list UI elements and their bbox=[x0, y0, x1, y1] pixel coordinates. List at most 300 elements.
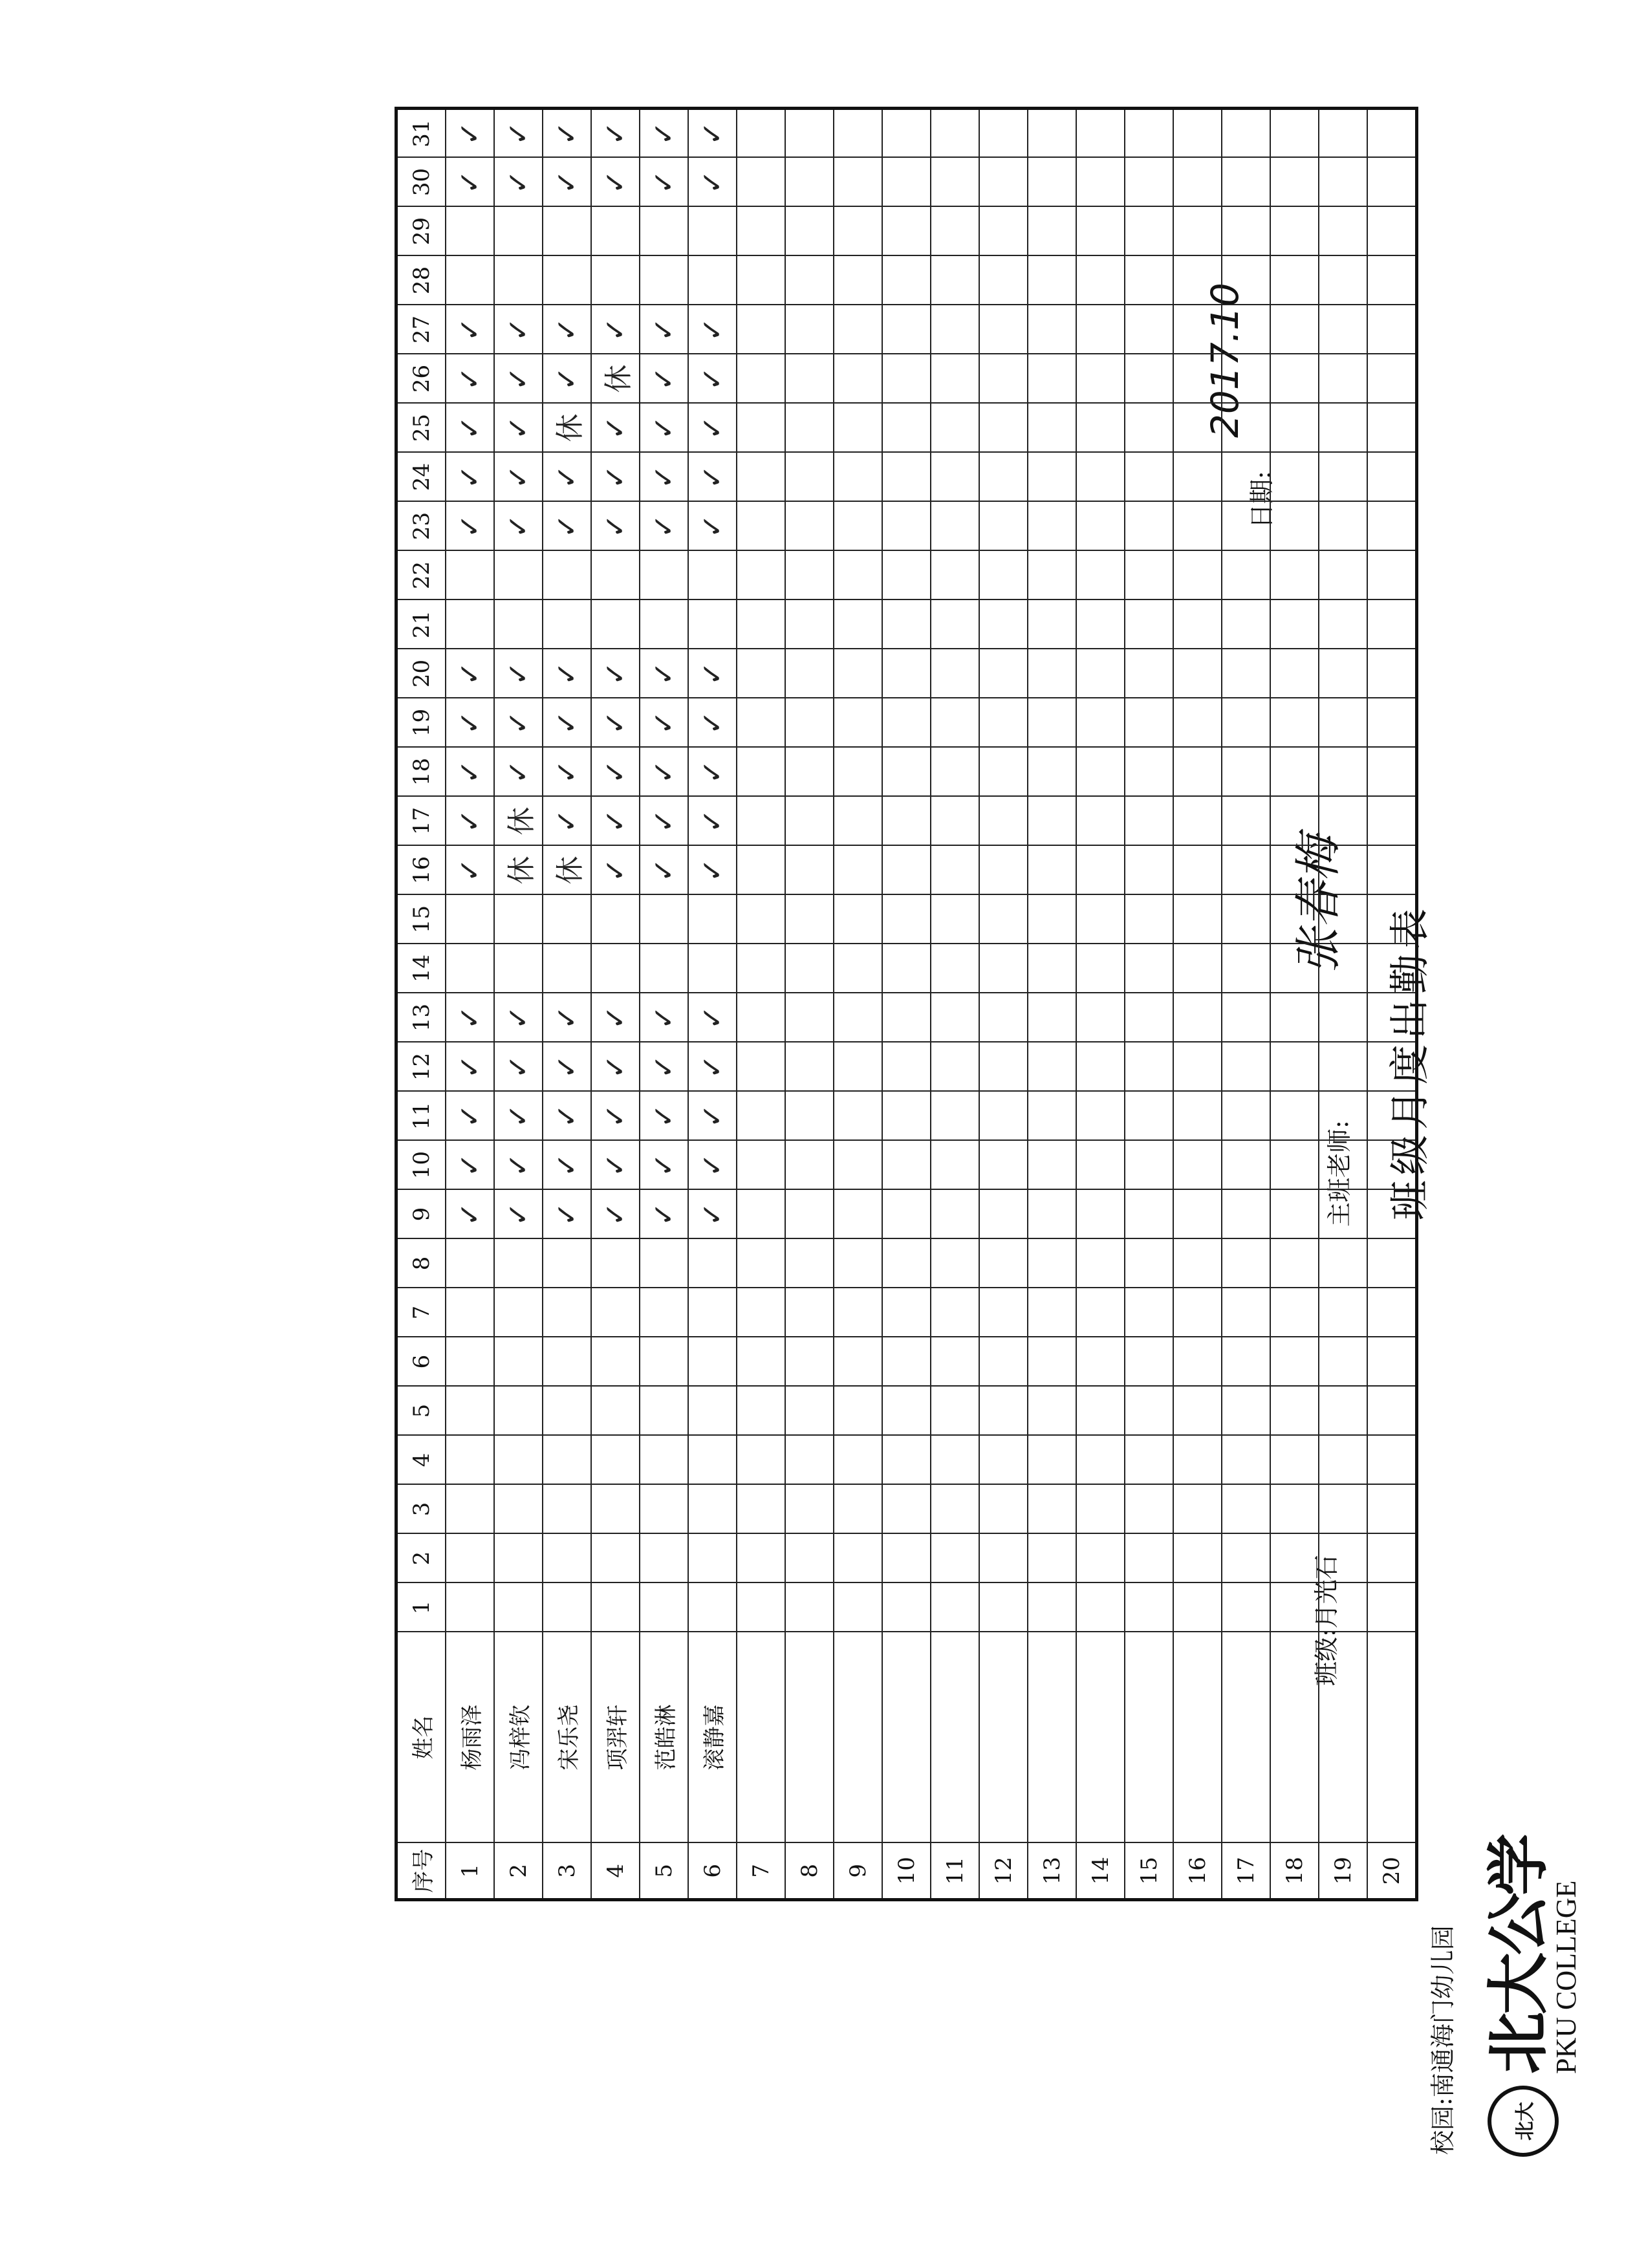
attendance-mark: ✓ bbox=[647, 1055, 680, 1079]
attendance-cell bbox=[543, 1387, 591, 1436]
class-label: 班级:月光石 bbox=[1312, 1555, 1341, 1686]
attendance-cell bbox=[1028, 1387, 1076, 1436]
attendance-cell bbox=[979, 846, 1028, 895]
attendance-cell bbox=[1076, 895, 1125, 944]
attendance-cell bbox=[640, 1092, 688, 1141]
attendance-cell bbox=[543, 1534, 591, 1583]
attendance-cell bbox=[834, 1042, 882, 1092]
pku-seal-logo bbox=[1488, 2086, 1559, 2157]
attendance-cell bbox=[1270, 748, 1319, 797]
attendance-cell bbox=[591, 502, 640, 551]
attendance-mark: ✓ bbox=[453, 711, 486, 735]
attendance-cell bbox=[1367, 1485, 1417, 1534]
attendance-mark: ✓ bbox=[502, 416, 535, 440]
attendance-cell bbox=[1125, 305, 1173, 354]
attendance-cell bbox=[1367, 1534, 1417, 1583]
header-day: 25 bbox=[396, 404, 446, 453]
attendance-cell bbox=[931, 649, 979, 698]
row-number: 10 bbox=[882, 1843, 931, 1900]
attendance-mark: ✓ bbox=[599, 1202, 632, 1226]
attendance-cell bbox=[979, 502, 1028, 551]
attendance-cell bbox=[1173, 1092, 1222, 1141]
attendance-cell bbox=[785, 1092, 834, 1141]
attendance-cell bbox=[1367, 944, 1417, 993]
attendance-cell bbox=[446, 404, 494, 453]
attendance-mark: ✓ bbox=[453, 858, 486, 882]
student-name: 项羿轩 bbox=[591, 1632, 640, 1843]
attendance-mark: ✓ bbox=[696, 416, 729, 440]
attendance-cell bbox=[979, 748, 1028, 797]
attendance-mark: ✓ bbox=[696, 367, 729, 391]
attendance-cell bbox=[834, 649, 882, 698]
attendance-cell bbox=[1222, 1288, 1270, 1337]
attendance-cell bbox=[1028, 944, 1076, 993]
attendance-cell bbox=[591, 1534, 640, 1583]
attendance-cell bbox=[494, 404, 543, 453]
attendance-cell bbox=[688, 1534, 737, 1583]
attendance-cell bbox=[931, 1485, 979, 1534]
attendance-cell bbox=[1125, 993, 1173, 1042]
header-day: 11 bbox=[396, 1092, 446, 1141]
attendance-mark: ✓ bbox=[550, 121, 583, 146]
attendance-cell bbox=[1222, 698, 1270, 748]
attendance-cell bbox=[446, 1534, 494, 1583]
date-label: 日期: bbox=[1248, 471, 1276, 528]
attendance-mark: ✓ bbox=[550, 1104, 583, 1128]
attendance-mark: ✓ bbox=[453, 760, 486, 784]
student-name bbox=[1173, 1632, 1222, 1843]
attendance-cell bbox=[1319, 1436, 1367, 1485]
attendance-cell bbox=[1076, 1583, 1125, 1632]
attendance-cell bbox=[543, 1583, 591, 1632]
attendance-cell bbox=[591, 1141, 640, 1190]
row-number: 17 bbox=[1222, 1843, 1270, 1900]
attendance-cell bbox=[834, 600, 882, 649]
row-number: 8 bbox=[785, 1843, 834, 1900]
attendance-cell bbox=[1367, 109, 1417, 158]
attendance-cell bbox=[494, 256, 543, 305]
attendance-cell bbox=[1319, 1092, 1367, 1141]
attendance-cell bbox=[494, 600, 543, 649]
attendance-cell bbox=[1319, 993, 1367, 1042]
attendance-cell bbox=[446, 305, 494, 354]
attendance-cell bbox=[446, 944, 494, 993]
attendance-mark: ✓ bbox=[550, 1153, 583, 1177]
attendance-cell bbox=[882, 944, 931, 993]
attendance-cell bbox=[931, 1534, 979, 1583]
attendance-cell bbox=[1173, 354, 1222, 404]
attendance-cell bbox=[1028, 1534, 1076, 1583]
attendance-cell bbox=[834, 1190, 882, 1239]
row-number: 20 bbox=[1367, 1843, 1417, 1900]
attendance-cell bbox=[1028, 1239, 1076, 1288]
attendance-cell bbox=[882, 649, 931, 698]
attendance-cell bbox=[979, 305, 1028, 354]
attendance-cell bbox=[640, 1042, 688, 1092]
attendance-mark: ✓ bbox=[550, 1055, 583, 1079]
attendance-cell bbox=[1076, 109, 1125, 158]
attendance-cell bbox=[1125, 895, 1173, 944]
attendance-cell bbox=[1173, 993, 1222, 1042]
attendance-cell bbox=[543, 207, 591, 256]
attendance-cell bbox=[1076, 797, 1125, 846]
attendance-cell bbox=[979, 895, 1028, 944]
attendance-cell bbox=[1270, 1141, 1319, 1190]
attendance-cell bbox=[834, 502, 882, 551]
attendance-mark: ✓ bbox=[453, 662, 486, 686]
attendance-cell bbox=[979, 109, 1028, 158]
attendance-cell bbox=[1076, 1141, 1125, 1190]
attendance-mark: ✓ bbox=[599, 465, 632, 489]
attendance-cell bbox=[737, 1436, 785, 1485]
attendance-mark: ✓ bbox=[696, 1104, 729, 1128]
row-number: 12 bbox=[979, 1843, 1028, 1900]
attendance-cell bbox=[446, 1337, 494, 1387]
header-day: 15 bbox=[396, 895, 446, 944]
attendance-mark: ✓ bbox=[696, 662, 729, 686]
attendance-cell bbox=[979, 158, 1028, 207]
attendance-cell bbox=[543, 1092, 591, 1141]
attendance-cell bbox=[1222, 109, 1270, 158]
attendance-cell bbox=[737, 453, 785, 502]
attendance-cell bbox=[1173, 600, 1222, 649]
attendance-cell bbox=[1173, 404, 1222, 453]
attendance-cell bbox=[1028, 993, 1076, 1042]
attendance-cell bbox=[785, 109, 834, 158]
attendance-cell bbox=[979, 1583, 1028, 1632]
header-day: 17 bbox=[396, 797, 446, 846]
attendance-cell bbox=[979, 649, 1028, 698]
attendance-cell bbox=[494, 797, 543, 846]
attendance-cell bbox=[785, 207, 834, 256]
attendance-cell bbox=[785, 1337, 834, 1387]
table-row bbox=[834, 109, 882, 1900]
attendance-cell bbox=[834, 1387, 882, 1436]
attendance-cell bbox=[882, 1042, 931, 1092]
attendance-cell bbox=[1173, 1534, 1222, 1583]
attendance-cell bbox=[882, 502, 931, 551]
attendance-cell bbox=[931, 109, 979, 158]
attendance-cell bbox=[1125, 453, 1173, 502]
attendance-cell bbox=[446, 207, 494, 256]
attendance-cell bbox=[1367, 1092, 1417, 1141]
attendance-cell bbox=[688, 404, 737, 453]
attendance-cell bbox=[1028, 158, 1076, 207]
attendance-cell bbox=[1173, 748, 1222, 797]
header-day: 27 bbox=[396, 305, 446, 354]
attendance-cell bbox=[785, 404, 834, 453]
attendance-cell bbox=[1270, 305, 1319, 354]
attendance-cell bbox=[785, 1141, 834, 1190]
attendance-cell bbox=[1028, 1436, 1076, 1485]
attendance-cell bbox=[688, 158, 737, 207]
attendance-cell bbox=[979, 551, 1028, 600]
row-number: 2 bbox=[494, 1843, 543, 1900]
attendance-cell bbox=[494, 305, 543, 354]
attendance-cell bbox=[1028, 404, 1076, 453]
attendance-cell bbox=[1319, 1534, 1367, 1583]
attendance-cell bbox=[931, 551, 979, 600]
attendance-cell bbox=[834, 698, 882, 748]
attendance-cell bbox=[834, 748, 882, 797]
attendance-cell bbox=[543, 944, 591, 993]
attendance-cell bbox=[640, 1387, 688, 1436]
student-name: 冯梓钦 bbox=[494, 1632, 543, 1843]
attendance-cell bbox=[1076, 993, 1125, 1042]
attendance-cell bbox=[1319, 895, 1367, 944]
attendance-cell bbox=[834, 256, 882, 305]
student-name: 范皓淋 bbox=[640, 1632, 688, 1843]
attendance-cell bbox=[494, 109, 543, 158]
attendance-cell bbox=[1270, 453, 1319, 502]
attendance-cell bbox=[931, 1387, 979, 1436]
attendance-cell bbox=[785, 1190, 834, 1239]
attendance-mark: ✓ bbox=[550, 465, 583, 489]
attendance-cell bbox=[543, 502, 591, 551]
attendance-cell bbox=[979, 600, 1028, 649]
attendance-cell bbox=[1173, 158, 1222, 207]
attendance-mark: ✓ bbox=[647, 121, 680, 146]
attendance-cell bbox=[494, 1387, 543, 1436]
attendance-cell bbox=[688, 1190, 737, 1239]
header-day: 4 bbox=[396, 1436, 446, 1485]
table-row bbox=[1270, 109, 1319, 1900]
attendance-cell bbox=[1319, 1485, 1367, 1534]
attendance-cell bbox=[640, 502, 688, 551]
attendance-cell bbox=[1319, 649, 1367, 698]
student-name bbox=[1319, 1632, 1367, 1843]
attendance-cell bbox=[494, 649, 543, 698]
attendance-cell bbox=[543, 600, 591, 649]
attendance-cell bbox=[1319, 1239, 1367, 1288]
attendance-mark: ✓ bbox=[502, 318, 535, 341]
attendance-cell bbox=[1125, 256, 1173, 305]
attendance-cell bbox=[882, 453, 931, 502]
attendance-mark: ✓ bbox=[453, 465, 486, 489]
attendance-cell bbox=[591, 404, 640, 453]
attendance-cell bbox=[1270, 1387, 1319, 1436]
attendance-cell bbox=[1028, 1092, 1076, 1141]
attendance-cell bbox=[1125, 1042, 1173, 1092]
attendance-cell bbox=[1125, 1092, 1173, 1141]
attendance-cell bbox=[882, 797, 931, 846]
attendance-cell bbox=[446, 1288, 494, 1337]
attendance-cell bbox=[1270, 1534, 1319, 1583]
attendance-cell bbox=[931, 797, 979, 846]
attendance-cell bbox=[1125, 207, 1173, 256]
attendance-cell bbox=[688, 993, 737, 1042]
attendance-cell bbox=[737, 502, 785, 551]
header-day: 13 bbox=[396, 993, 446, 1042]
attendance-cell bbox=[1270, 207, 1319, 256]
attendance-mark: ✓ bbox=[502, 121, 535, 146]
attendance-cell bbox=[543, 1485, 591, 1534]
attendance-cell bbox=[1125, 1436, 1173, 1485]
attendance-cell bbox=[494, 944, 543, 993]
attendance-cell bbox=[931, 502, 979, 551]
attendance-cell bbox=[1367, 698, 1417, 748]
attendance-cell bbox=[688, 1583, 737, 1632]
attendance-cell bbox=[1222, 256, 1270, 305]
attendance-cell bbox=[1076, 158, 1125, 207]
attendance-mark: ✓ bbox=[696, 858, 729, 882]
table-row bbox=[543, 109, 591, 1900]
attendance-mark: ✓ bbox=[502, 1055, 535, 1079]
attendance-cell bbox=[1173, 1387, 1222, 1436]
attendance-cell bbox=[591, 993, 640, 1042]
attendance-cell bbox=[1125, 404, 1173, 453]
attendance-cell bbox=[1319, 698, 1367, 748]
attendance-cell bbox=[1222, 993, 1270, 1042]
attendance-cell bbox=[640, 404, 688, 453]
attendance-cell bbox=[1319, 600, 1367, 649]
header-day: 3 bbox=[396, 1485, 446, 1534]
attendance-cell bbox=[446, 698, 494, 748]
attendance-cell bbox=[1222, 1337, 1270, 1387]
attendance-cell bbox=[1076, 256, 1125, 305]
attendance-cell bbox=[1028, 1141, 1076, 1190]
attendance-cell bbox=[834, 1337, 882, 1387]
attendance-cell bbox=[1028, 305, 1076, 354]
student-name bbox=[1125, 1632, 1173, 1843]
row-number: 4 bbox=[591, 1843, 640, 1900]
attendance-cell bbox=[1125, 698, 1173, 748]
attendance-cell bbox=[882, 207, 931, 256]
attendance-cell bbox=[785, 305, 834, 354]
row-number: 13 bbox=[1028, 1843, 1076, 1900]
attendance-cell bbox=[1173, 1583, 1222, 1632]
table-row bbox=[785, 109, 834, 1900]
attendance-cell bbox=[1270, 502, 1319, 551]
table-row bbox=[688, 109, 737, 1900]
attendance-cell bbox=[737, 846, 785, 895]
attendance-cell bbox=[1125, 1190, 1173, 1239]
attendance-cell bbox=[785, 354, 834, 404]
attendance-cell bbox=[785, 895, 834, 944]
attendance-cell bbox=[1319, 256, 1367, 305]
attendance-cell bbox=[785, 551, 834, 600]
header-day: 6 bbox=[396, 1337, 446, 1387]
attendance-cell bbox=[931, 1190, 979, 1239]
attendance-cell bbox=[834, 1485, 882, 1534]
attendance-cell bbox=[931, 354, 979, 404]
attendance-cell bbox=[931, 1092, 979, 1141]
attendance-cell bbox=[640, 649, 688, 698]
table-row bbox=[737, 109, 785, 1900]
attendance-cell bbox=[979, 944, 1028, 993]
attendance-cell bbox=[1367, 1387, 1417, 1436]
attendance-cell bbox=[1125, 797, 1173, 846]
attendance-cell bbox=[1222, 1239, 1270, 1288]
attendance-cell bbox=[1076, 1485, 1125, 1534]
attendance-cell bbox=[640, 846, 688, 895]
attendance-cell bbox=[446, 1387, 494, 1436]
logo-name-cn: 北大公学 bbox=[1482, 1836, 1555, 2074]
attendance-cell bbox=[543, 748, 591, 797]
attendance-cell bbox=[1125, 1534, 1173, 1583]
attendance-cell bbox=[882, 993, 931, 1042]
attendance-cell bbox=[1222, 1387, 1270, 1436]
attendance-cell bbox=[882, 1436, 931, 1485]
attendance-cell bbox=[834, 846, 882, 895]
attendance-cell bbox=[931, 846, 979, 895]
attendance-mark: ✓ bbox=[502, 1153, 535, 1177]
attendance-cell bbox=[1076, 1239, 1125, 1288]
attendance-cell bbox=[1319, 354, 1367, 404]
attendance-cell bbox=[1173, 502, 1222, 551]
attendance-cell bbox=[1270, 1239, 1319, 1288]
attendance-cell bbox=[640, 1534, 688, 1583]
attendance-cell bbox=[979, 453, 1028, 502]
attendance-cell bbox=[979, 1092, 1028, 1141]
attendance-cell bbox=[1076, 207, 1125, 256]
header-day: 30 bbox=[396, 158, 446, 207]
attendance-cell bbox=[543, 1239, 591, 1288]
attendance-cell bbox=[737, 993, 785, 1042]
attendance-mark: ✓ bbox=[550, 711, 583, 735]
header-no: 序号 bbox=[396, 1843, 446, 1900]
attendance-cell bbox=[785, 453, 834, 502]
attendance-cell bbox=[591, 748, 640, 797]
attendance-cell bbox=[543, 1436, 591, 1485]
attendance-cell bbox=[834, 158, 882, 207]
attendance-cell bbox=[882, 109, 931, 158]
attendance-cell bbox=[1270, 354, 1319, 404]
attendance-cell bbox=[591, 698, 640, 748]
attendance-cell bbox=[1028, 1583, 1076, 1632]
attendance-cell bbox=[640, 993, 688, 1042]
student-name bbox=[785, 1632, 834, 1843]
row-number: 3 bbox=[543, 1843, 591, 1900]
attendance-mark: ✓ bbox=[696, 121, 729, 146]
attendance-cell bbox=[640, 1141, 688, 1190]
attendance-cell bbox=[834, 305, 882, 354]
attendance-cell bbox=[1222, 305, 1270, 354]
attendance-cell bbox=[1222, 1534, 1270, 1583]
attendance-cell bbox=[1173, 109, 1222, 158]
attendance-cell bbox=[640, 207, 688, 256]
attendance-cell bbox=[834, 1288, 882, 1337]
attendance-table bbox=[395, 107, 1418, 1901]
attendance-cell bbox=[834, 404, 882, 453]
attendance-cell bbox=[882, 1534, 931, 1583]
attendance-mark: ✓ bbox=[502, 711, 535, 735]
attendance-cell bbox=[931, 993, 979, 1042]
attendance-mark: ✓ bbox=[696, 465, 729, 489]
attendance-cell bbox=[737, 895, 785, 944]
attendance-cell bbox=[591, 109, 640, 158]
header-day: 5 bbox=[396, 1387, 446, 1436]
attendance-mark: ✓ bbox=[696, 1202, 729, 1226]
attendance-cell bbox=[446, 895, 494, 944]
attendance-cell bbox=[737, 1042, 785, 1092]
attendance-cell bbox=[688, 354, 737, 404]
attendance-cell bbox=[785, 649, 834, 698]
attendance-cell bbox=[494, 1337, 543, 1387]
attendance-cell bbox=[1028, 551, 1076, 600]
attendance-cell bbox=[1173, 1239, 1222, 1288]
attendance-mark: ✓ bbox=[502, 170, 535, 194]
attendance-cell bbox=[882, 1583, 931, 1632]
attendance-mark: ✓ bbox=[550, 760, 583, 784]
attendance-cell bbox=[1028, 895, 1076, 944]
attendance-cell bbox=[1222, 158, 1270, 207]
attendance-mark: ✓ bbox=[696, 170, 729, 194]
attendance-cell bbox=[882, 1092, 931, 1141]
attendance-cell bbox=[979, 1436, 1028, 1485]
attendance-cell bbox=[494, 354, 543, 404]
attendance-cell bbox=[785, 256, 834, 305]
